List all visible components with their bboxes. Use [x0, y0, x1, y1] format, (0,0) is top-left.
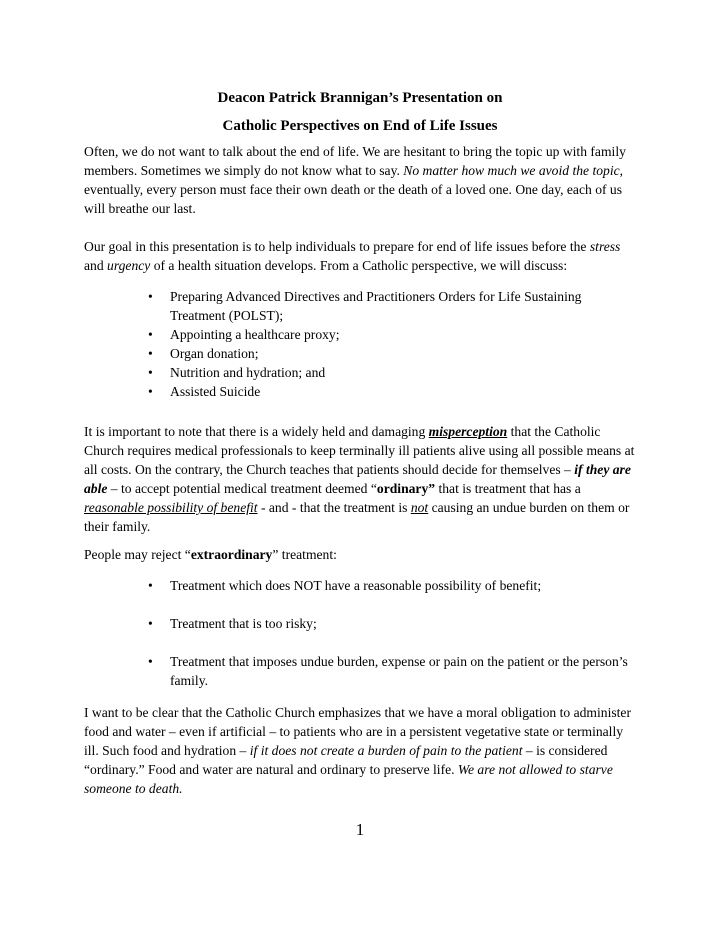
intro-text-c: , eventually, every person must face their own death or the death of a loved one. One day, each of us will breathe our last. [84, 163, 624, 216]
reject-text-c: ” treatment: [272, 547, 337, 562]
reject-text-a: People may reject “ [84, 547, 191, 562]
topic-item: • Organ donation; [84, 344, 636, 363]
reject-item: • Treatment that imposes undue burden, expense or pain on the patient or the person’s family. [84, 652, 636, 690]
reject-paragraph [84, 545, 636, 564]
extraordinary-emphasis: extraordinary [190, 547, 273, 562]
goal-text-a: Our goal in this presentation is to help individuals to prepare for end of life issues before the [84, 239, 590, 254]
topic-item: • Nutrition and hydration; and [84, 363, 636, 382]
misperception-text-a: It is important to note that there is a widely held and damaging [84, 424, 429, 439]
if-able-emphasis: if they are able [84, 462, 631, 496]
misperception-text-g: that is treatment that has a [435, 481, 581, 496]
goal-text-c: and [84, 258, 108, 273]
misperception-text-k: causing an undue burden on them or their family. [84, 500, 630, 534]
ordinary-emphasis: ordinary” [376, 481, 436, 496]
closing-text-a: I want to be clear that the Catholic Church emphasizes that we have a moral obligation to administer food and water – even if artificial – to patients who are in a persistent vegetative state or terminally ill. Such food and hydration – [84, 705, 631, 758]
misperception-emphasis: misperception [428, 424, 508, 439]
page-number: 1 [355, 820, 365, 839]
closing-text-c: – is considered “ordinary.” Food and water are natural and ordinary to preserve life. [84, 743, 608, 777]
intro-text-a: Often, we do not want to talk about the end of life. We are hesitant to bring the topic up with family members. Sometimes we simply do not know what to say. [84, 144, 626, 178]
page-title-line-2: Catholic Perspectives on End of Life Issues [222, 118, 498, 134]
misperception-text-e: – to accept potential medical treatment deemed “ [107, 481, 377, 496]
reject-item: • Treatment which does NOT have a reasonable possibility of benefit; [84, 576, 636, 595]
misperception-paragraph [84, 422, 636, 536]
reject-item: • Treatment that is too risky; [84, 614, 636, 633]
reject-list [84, 576, 636, 690]
benefit-emphasis: reasonable possibility of benefit [84, 500, 258, 515]
intro-italic: No matter how much we avoid the topic [403, 163, 620, 178]
closing-paragraph [84, 703, 636, 798]
goal-italic-urgency: urgency [107, 258, 151, 273]
intro-paragraph [84, 142, 636, 218]
topic-item: • Assisted Suicide [84, 382, 636, 401]
closing-italic-burden: if it does not create a burden of pain to the patient [249, 743, 523, 758]
goal-text-e: of a health situation develops. From a Catholic perspective, we will discuss: [150, 258, 568, 273]
misperception-text-i: - and - that the treatment is [257, 500, 411, 515]
topic-item: • Appointing a healthcare proxy; [84, 325, 636, 344]
topics-list [84, 287, 636, 401]
page-title-line-1: Deacon Patrick Brannigan’s Presentation on [217, 90, 503, 106]
topic-item: • Preparing Advanced Directives and Practitioners Orders for Life Sustaining Treatment (POLST); [84, 287, 636, 325]
closing-italic-starve: We are not allowed to starve someone to death. [84, 762, 613, 796]
not-emphasis: not [410, 500, 429, 515]
goal-italic-stress: stress [589, 239, 621, 254]
misperception-text-c: that the Catholic Church requires medical professionals to keep terminally ill patients alive using all possible means at all costs. On the contrary, the Church teaches that patients should decide for themselves – [84, 424, 635, 477]
goal-paragraph [84, 237, 636, 275]
